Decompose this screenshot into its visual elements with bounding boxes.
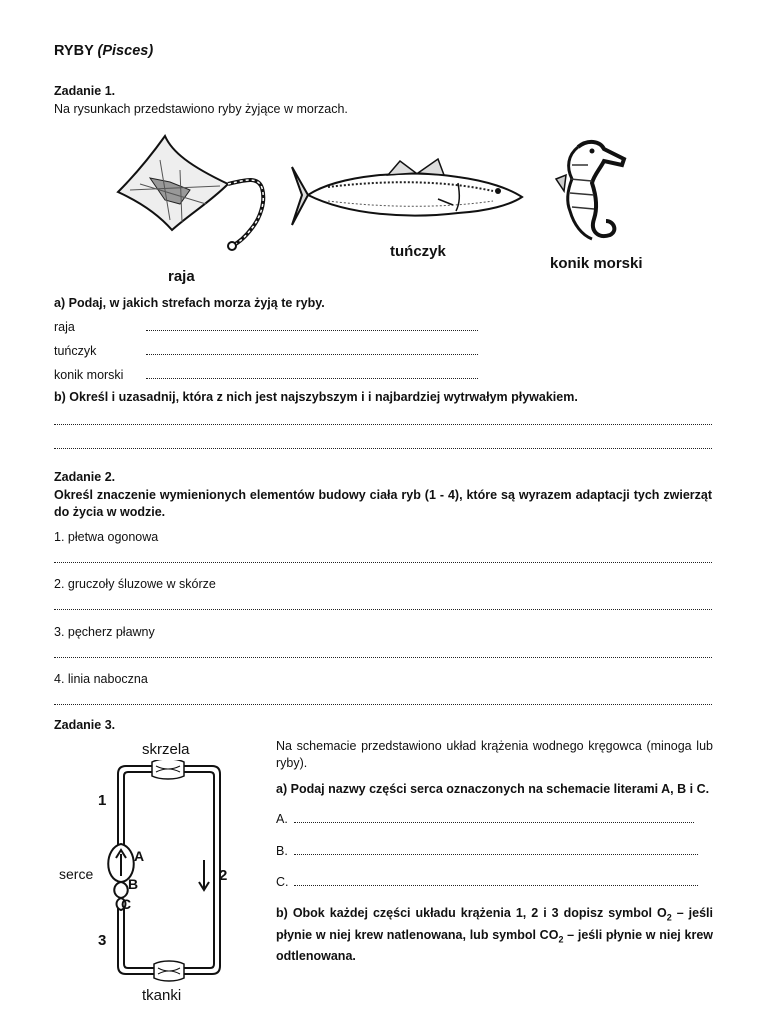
answer-line-task2[interactable] bbox=[54, 609, 712, 610]
label-raja: raja bbox=[168, 268, 195, 285]
ray-illustration bbox=[110, 130, 275, 260]
diagram-letter-C: C bbox=[121, 896, 132, 912]
task3-heading: Zadanie 3. bbox=[54, 718, 116, 732]
task1-a-question bbox=[54, 296, 325, 310]
task3-b-prefix: b) bbox=[276, 906, 288, 920]
title-latin: (Pisces) bbox=[97, 43, 154, 59]
answer-row-label: raja bbox=[54, 320, 75, 334]
diagram-number-1: 1 bbox=[98, 792, 107, 809]
task3-b-sub2: 2 bbox=[558, 934, 564, 944]
answer-line-task1b[interactable] bbox=[54, 424, 712, 425]
task1-a-prefix: a) bbox=[54, 296, 66, 310]
page-title bbox=[54, 43, 153, 59]
diagram-label-heart: serce bbox=[59, 866, 94, 882]
answer-line-tuna[interactable] bbox=[146, 354, 478, 355]
answer-label-A: A. bbox=[276, 812, 288, 826]
task3-a-prefix: a) bbox=[276, 782, 288, 796]
task2-item: 3. pęcherz pławny bbox=[54, 625, 155, 639]
answer-label-B: B. bbox=[276, 844, 288, 858]
task2-item: 4. linia naboczna bbox=[54, 672, 148, 686]
title-main: RYBY bbox=[54, 43, 94, 59]
task1-heading: Zadanie 1. bbox=[54, 84, 116, 98]
answer-label-C: C. bbox=[276, 875, 289, 889]
diagram-label-tissues: tkanki bbox=[142, 987, 182, 1004]
answer-line-seahorse[interactable] bbox=[146, 378, 478, 379]
answer-line-task2[interactable] bbox=[54, 704, 712, 705]
task2-question: Określ znaczenie wymienionych elementów budowy ciała ryb (1 - 4), które są wyrazem adaptacji tych zwierząt do życia w wodzie. bbox=[54, 488, 712, 519]
task2-item: 2. gruczoły śluzowe w skórze bbox=[54, 577, 216, 591]
answer-line-task1b[interactable] bbox=[54, 448, 712, 449]
diagram-letter-A: A bbox=[134, 848, 145, 864]
task3-b-part1: Obok każdej części układu krążenia 1, 2 i 3 dopisz symbol O bbox=[292, 906, 667, 920]
circulation-diagram bbox=[90, 760, 230, 990]
task1-b-text: Określ i uzasadnij, która z nich jest najszybszym i i najbardziej wytrwałym pływakiem. bbox=[69, 390, 578, 404]
answer-row-label: tuńczyk bbox=[54, 344, 97, 358]
answer-line-task2[interactable] bbox=[54, 657, 712, 658]
task3-a-question bbox=[276, 782, 709, 796]
diagram-letter-B: B bbox=[128, 876, 139, 892]
task1-b-question bbox=[54, 390, 578, 404]
answer-line-raja[interactable] bbox=[146, 330, 478, 331]
diagram-number-2: 2 bbox=[219, 867, 228, 884]
answer-line-task2[interactable] bbox=[54, 562, 712, 563]
task3-b-part3: – jeśli płynie w niej krew odtlenowana. bbox=[276, 927, 713, 963]
diagram-number-3: 3 bbox=[98, 932, 107, 949]
label-tuna: tuńczyk bbox=[390, 243, 446, 260]
task3-intro: Na schemacie przedstawiono układ krążenia wodnego kręgowca (minoga lub ryby). bbox=[276, 739, 713, 770]
answer-line-B[interactable] bbox=[294, 854, 698, 855]
task3-b-part2: – jeśli płynie w niej krew natlenowana, lub symbol CO bbox=[276, 906, 713, 942]
answer-line-A[interactable] bbox=[294, 822, 694, 823]
seahorse-illustration bbox=[548, 135, 633, 250]
answer-row-label: konik morski bbox=[54, 368, 124, 382]
task3-b-question bbox=[276, 905, 713, 965]
task3-a-text: Podaj nazwy części serca oznaczonych na schemacie literami A, B i C. bbox=[290, 782, 710, 796]
task3-b-sub1: 2 bbox=[666, 912, 672, 923]
label-seahorse: konik morski bbox=[550, 255, 643, 272]
task1-a-text: Podaj, w jakich strefach morza żyją te ryby. bbox=[68, 296, 325, 310]
task2-item: 1. płetwa ogonowa bbox=[54, 530, 159, 544]
task1-b-prefix: b) bbox=[54, 390, 66, 404]
answer-line-C[interactable] bbox=[294, 885, 698, 886]
task2-heading: Zadanie 2. bbox=[54, 470, 116, 484]
task1-intro: Na rysunkach przedstawiono ryby żyjące w morzach. bbox=[54, 102, 348, 116]
tuna-illustration bbox=[288, 155, 528, 235]
diagram-label-gills: skrzela bbox=[142, 741, 190, 758]
